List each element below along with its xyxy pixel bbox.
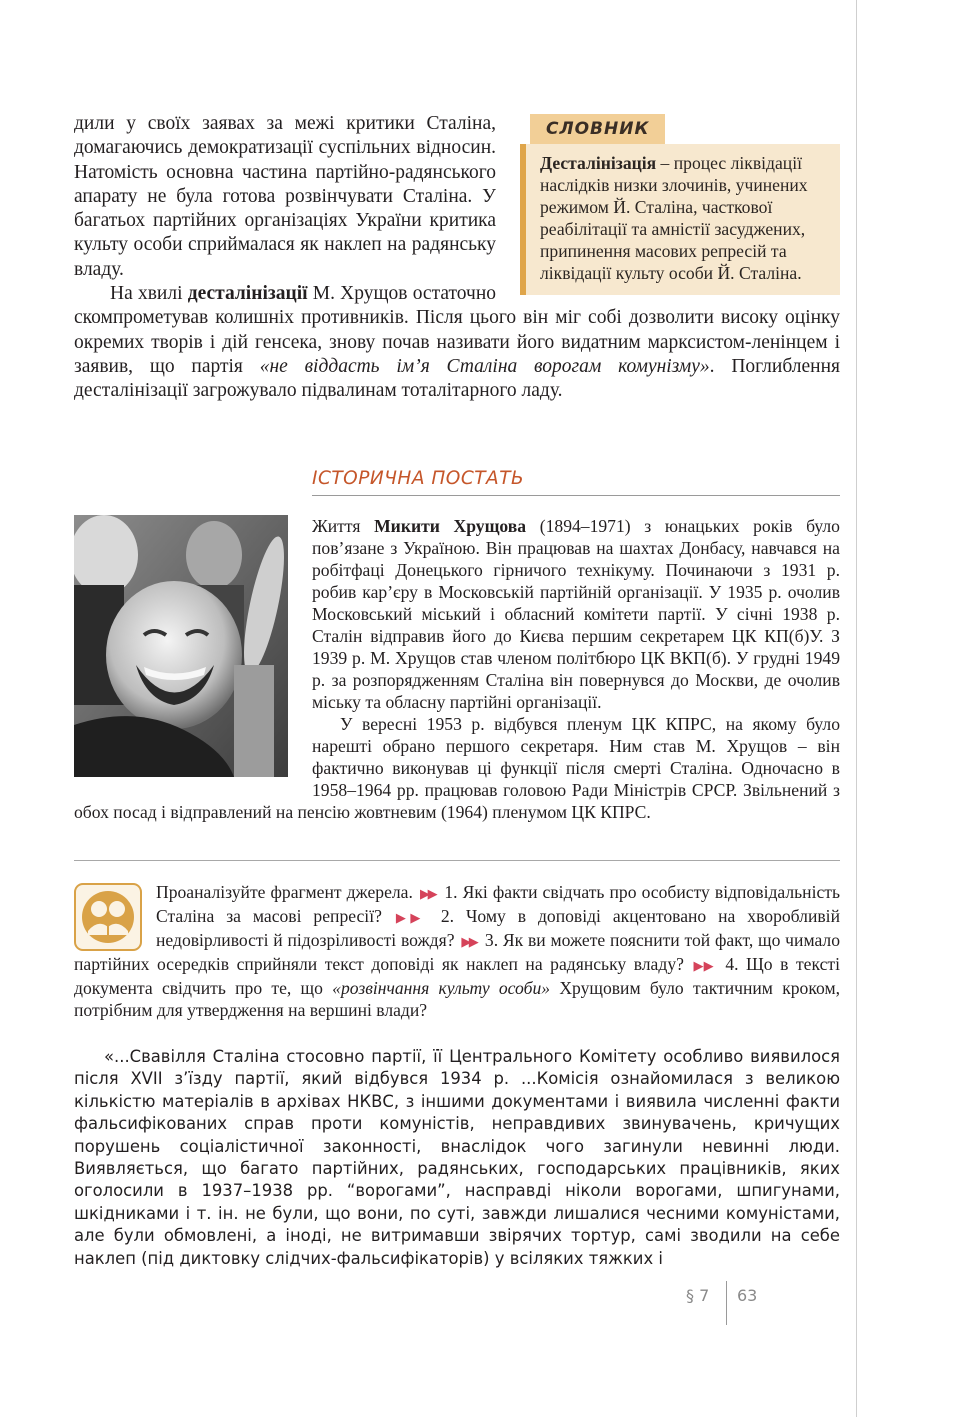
task-intro: Проаналізуйте фрагмент джерела. (156, 882, 413, 902)
source-analysis-icon (74, 883, 142, 951)
task-question-4-end: Хрущовим було тактичним кроком, потрібним для утвердження на вершині влади? (74, 978, 840, 1020)
khrushchev-photo (74, 515, 288, 777)
glossary-box (520, 114, 840, 295)
page-edge-line (856, 0, 857, 1417)
bio-name: Микити Хрущова (374, 516, 527, 536)
task-question-3: 3. Як ви можете пояснити той факт, що чимало партійних осередків сприйняли текст доповіді як наклеп на радянську владу? (74, 930, 840, 974)
bio-paragraph-2: У вересні 1953 р. відбувся пленум ЦК КПРС, на якому було нарешті обрано першого секретаря. Ним став М. Хрущов – він фактично виконував ці функції після смерті Сталіна. Одночасно в 1958–1964 рр. працював головою Ради Міністрів СРСР. Звільнений з обох посад і відправлений на пенсію жовтневим (1964) пленумом ЦК КПРС. (74, 714, 840, 822)
intro-paragraph-1: дили у своїх заявах за межі критики Сталіна, домагаючись демократизації суспільних відносин. Натомість основна частина партійно-радянського апарату не була готова розвінчувати Сталіна. У багатьох партійних організаціях України критика культу особи сприймалася як наклеп на радянську владу. (74, 113, 496, 280)
glossary-label: СЛОВНИК (530, 114, 665, 144)
glossary-term: Десталінізація (540, 153, 657, 174)
historical-figure-text (74, 515, 840, 823)
intro-text (74, 112, 840, 404)
double-play-arrow-icon: ▶▶ (395, 910, 425, 925)
task-question-1: 1. Які факти свідчать про особисту відповідальність Сталіна за масові репресії? (156, 882, 840, 926)
intro-p2-start: На хвилі (110, 283, 188, 305)
task-question-2: 2. Чому в доповіді акцентовано на хворобливій недовірливості й підозріливості вождя? (156, 906, 840, 950)
source-quote-text: «...Свавілля Сталіна стосовно партії, її Центрального Комітету особливо виявилося після XVII з’їзду партії, який відбувся 1934 р. ...Комісія ознайомилася з великою кількістю матеріалів в архівах НКВС, з іншими документами і виявила численні факти фальсифікованих справ проти комуністів, неправдивих звинувачень, кричущих порушень соціалістичної законності, внаслідок чого загинули невинні люди. Виявляється, що багато партійних, радянських, господарських працівників, яких оголосили в 1937–1938 рр. “ворогами”, насправді ніколи ворогами, шпигунами, шкідниками і т. ін. не були, що вони, по суті, завжди лишалися чесними комуністами, але були обмовлені, а іноді, не витримавши звірячих тортур, самі зводили на себе наклеп (під диктовку слідчих-фальсифікаторів) у всіляких тяжких і (74, 1047, 840, 1268)
bio-p1-rest: (1894–1971) з юнацьких років було пов’язане з Україною. Він працював на шахтах Донбасу, навчався на робітфаці Донецького гірничого технікуму. Починаючи з 1931 р. робив кар’єру в Московській партійній організації. У 1935 р. очолив Московський міський і обласний комітети партії. У січні 1938 р. Сталін відправив його до Києва першим секретарем ЦК КП(б)У. З 1939 р. М. Хрущов став членом політбюро ЦК ВКП(б). У грудні 1949 р. за розпорядженням Сталіна він повернувся до Москви, де очолив міську та обласну партійні організації. (312, 516, 840, 712)
intro-p2-bold: десталінізації (187, 283, 308, 305)
double-play-arrow-icon: ▶▶ (419, 886, 436, 901)
historical-figure-heading: ІСТОРИЧНА ПОСТАТЬ (312, 468, 840, 496)
page-number: 63 (737, 1286, 758, 1305)
source-quote (74, 1046, 840, 1270)
intro-paragraph-2 (74, 282, 840, 403)
section-divider (74, 860, 840, 861)
glossary-definition (520, 144, 840, 294)
stalin-quote-inline: «не віддасть ім’я Сталіна ворогам комунізму» (259, 355, 710, 377)
double-play-arrow-icon: ▶▶ (693, 958, 714, 973)
intro-p2-end: . Поглиблення десталінізації загрожувало підвалинам тоталітарного ладу. (74, 355, 840, 402)
bio-p1-start: Життя (312, 516, 375, 536)
section-number: § 7 (686, 1286, 710, 1305)
task-question-4-italic: «розвінчання культу особи» (332, 978, 551, 998)
task-block (74, 881, 840, 1021)
glossary-definition-text: – процес ліквідації наслідків низки злочинів, учинених режимом Й. Сталіна, часткової реабілітації та амністії засуджених, припинення масових репресій та ліквідації культу особи Й. Сталіна. (540, 153, 808, 283)
task-text (74, 881, 840, 1021)
intro-p2-mid: М. Хрущов остаточно скомпрометував колишніх противників. Після цього він міг собі дозволити високу оцінку окремих творів і дій генсека, знову почав називати його видатним марксистом-ленінцем і заявив, що партія (74, 283, 840, 377)
footer-separator (726, 1281, 727, 1325)
task-question-4-start: 4. Що в тексті документа свідчить про те, що (74, 954, 840, 998)
double-play-arrow-icon: ▶▶ (461, 934, 477, 949)
